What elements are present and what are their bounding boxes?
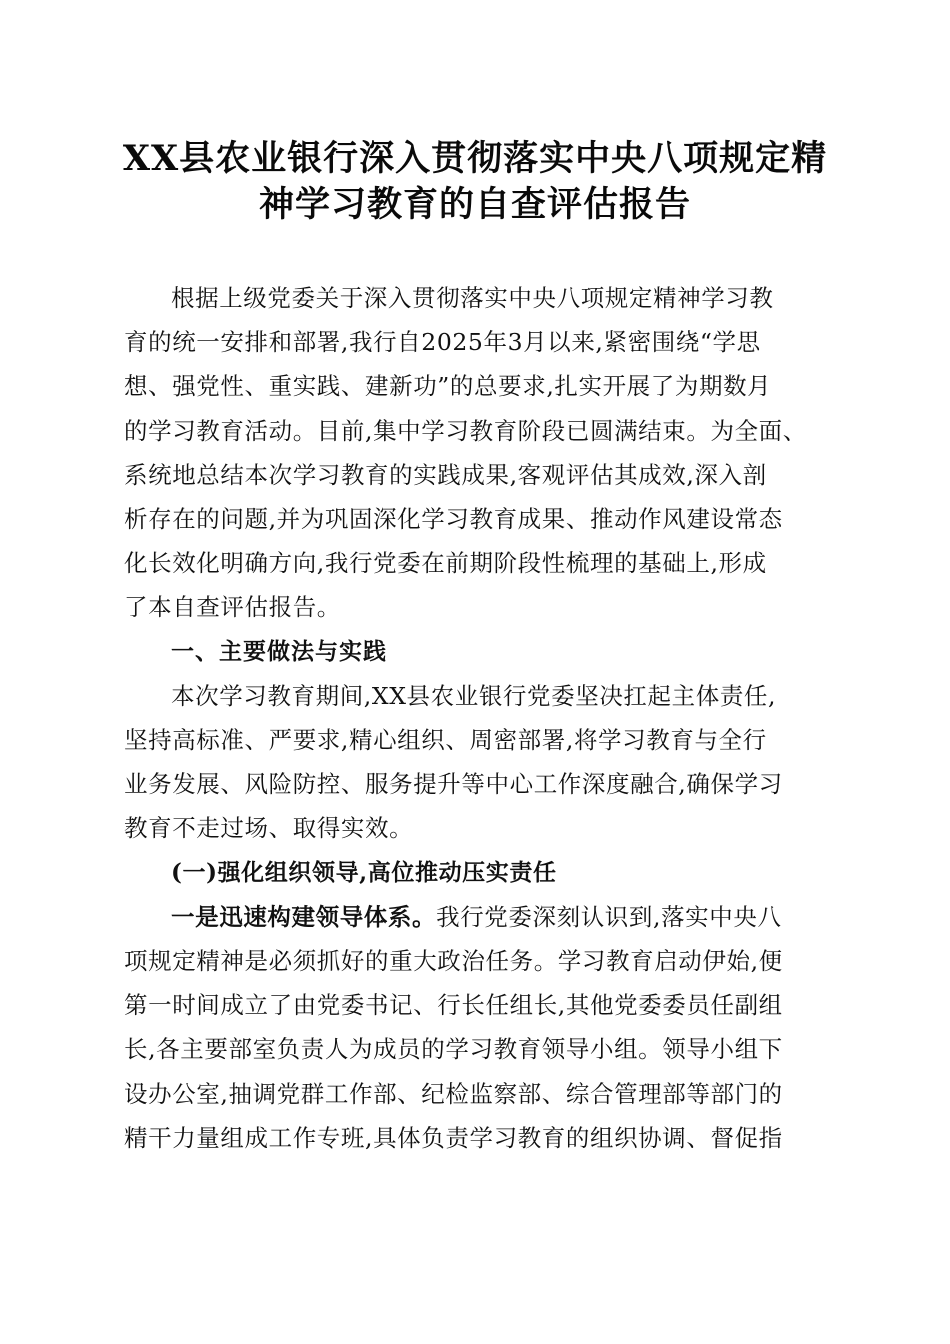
section-paragraph (124, 674, 826, 851)
section-line: 业务发展、风险防控、服务提升等中心工作深度融合,确保学习 (124, 770, 783, 799)
title-line-2: 神学习教育的自查评估报告 (258, 184, 691, 225)
point-lead-rest: 我行党委深刻认识到,落实中央八 (436, 902, 782, 931)
intro-line: 了本自查评估报告。 (124, 593, 341, 622)
subsection-heading: (一)强化组织领导,高位推动压实责任 (171, 858, 557, 886)
point-line: 项规定精神是必须抓好的重大政治任务。学习教育启动伊始,便 (124, 947, 783, 976)
point-paragraph (124, 895, 826, 1160)
intro-line: 想、强党性、重实践、建新功”的总要求,扎实开展了为期数月 (124, 372, 772, 401)
title-line-1: XX县农业银行深入贯彻落实中央八项规定精 (122, 138, 828, 179)
point-line: 长,各主要部室负责人为成员的学习教育领导小组。领导小组下 (124, 1035, 783, 1064)
point-line: 第一时间成立了由党委书记、行长任组长,其他党委委员任副组 (124, 991, 783, 1020)
document-body (124, 276, 826, 1160)
section-line: 本次学习教育期间,XX县农业银行党委坚决扛起主体责任, (171, 681, 777, 710)
document-title (110, 136, 840, 228)
section-heading: 一、主要做法与实践 (171, 638, 387, 665)
intro-line: 的学习教育活动。目前,集中学习教育阶段已圆满结束。为全面、 (124, 416, 807, 445)
intro-line: 育的统一安排和部署,我行自2025年3月以来,紧密围绕“学思 (124, 328, 761, 357)
section-line: 坚持高标准、严要求,精心组织、周密部署,将学习教育与全行 (124, 726, 767, 755)
section-line: 教育不走过场、取得实效。 (124, 814, 414, 843)
point-lead: 一是迅速构建领导体系。 (171, 902, 437, 931)
point-first-line (124, 895, 826, 939)
point-line: 精干力量组成工作专班,具体负责学习教育的组织协调、督促指 (124, 1123, 783, 1152)
intro-line: 系统地总结本次学习教育的实践成果,客观评估其成效,深入剖 (124, 460, 767, 489)
intro-paragraph (124, 276, 826, 630)
intro-line: 根据上级党委关于深入贯彻落实中央八项规定精神学习教 (171, 284, 774, 312)
intro-line: 化长效化明确方向,我行党委在前期阶段性梳理的基础上,形成 (124, 549, 767, 578)
point-line: 设办公室,抽调党群工作部、纪检监察部、综合管理部等部门的 (124, 1079, 783, 1108)
intro-line: 析存在的问题,并为巩固深化学习教育成果、推动作风建设常态 (124, 505, 783, 534)
